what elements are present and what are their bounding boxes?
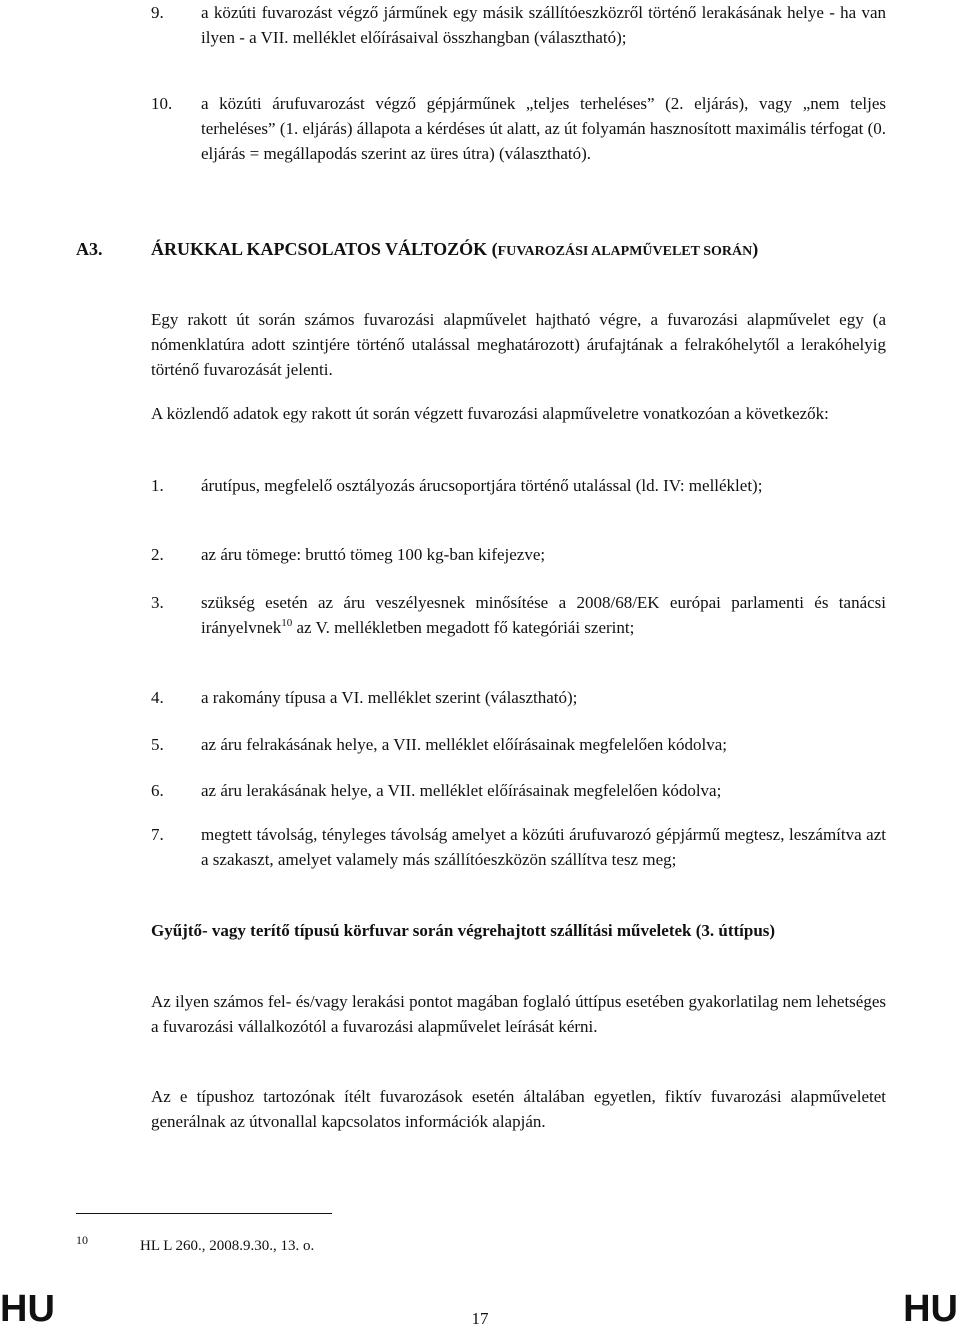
footnote-reference[interactable]: 10 [281, 617, 293, 629]
paragraph-fictive-operation: Az e típushoz tartozónak ítélt fuvarozások esetén általában egyetlen, fiktív fuvarozási alapműveletet generálnak az útvonallal kapcsolatos információk alapján. [151, 1087, 886, 1131]
section-title-close: ) [752, 239, 759, 259]
paragraph-intro: Egy rakott út során számos fuvarozási alapművelet hajtható végre, a fuvarozási alapművelet egy (a nómenklatúra adott szintjére történő utalással meghatározott) árufajtának a felrakóhelytől a lerakóhelyig történő fuvarozását jelenti. [151, 310, 886, 379]
item-number: 4. [151, 688, 164, 707]
list-item [151, 822, 886, 872]
item-text-part: szükség esetén az áru veszélyesnek minősítése a 2008/68/EK európai parlamenti és tanácsi irányelvnek [201, 593, 886, 637]
footnote-number: 10 [76, 1233, 88, 1247]
footnote [76, 1234, 776, 1259]
section-heading [76, 237, 886, 264]
section-code: A3. [76, 239, 103, 259]
item-text: a rakomány típusa a VI. melléklet szerint (választható); [201, 688, 578, 707]
item-text: megtett távolság, tényleges távolság amelyet a közúti árufuvarozó gépjármű megtesz, leszámítva azt a szakaszt, amelyet valamely más szállítóeszközön szállítva tesz meg; [201, 825, 886, 869]
item-number: 7. [151, 825, 164, 844]
paragraph-collection-trips: Az ilyen számos fel- és/vagy lerakási pontot magában foglaló úttípus esetében gyakorlatilag nem lehetséges a fuvarozási vállalkozótól a fuvarozási alapművelet leírását kérni. [151, 992, 886, 1036]
section-subtitle: FUVAROZÁSI ALAPMŰVELET SORÁN [497, 244, 753, 259]
item-text: az áru felrakásának helye, a VII. melléklet előírásainak megfelelően kódolva; [201, 735, 727, 754]
list-item [151, 778, 886, 803]
item-number: 5. [151, 735, 164, 754]
list-item [151, 732, 886, 757]
item-number: 9. [151, 3, 164, 22]
item-text: az áru tömege: bruttó tömeg 100 kg-ban kifejezve; [201, 545, 546, 564]
subheading: Gyűjtő- vagy terítő típusú körfuvar során végrehajtott szállítási műveletek (3. úttípus) [151, 921, 776, 940]
list-item [151, 590, 886, 640]
item-text [201, 590, 886, 640]
footnote-text: HL L 260., 2008.9.30., 13. o. [140, 1238, 315, 1254]
list-item [151, 473, 886, 498]
list-item [151, 542, 886, 567]
page-number: 17 [471, 1309, 489, 1328]
footer-language-right: HU [903, 1288, 958, 1330]
item-text-part: az V. mellékletben megadott fő kategóriái szerint; [292, 618, 635, 637]
paragraph-data-list-intro: A közlendő adatok egy rakott út során végzett fuvarozási alapműveletre vonatkozóan a következők: [151, 404, 829, 423]
item-text: árutípus, megfelelő osztályozás árucsoportjára történő utalással (ld. IV: melléklet); [201, 476, 763, 495]
item-number: 2. [151, 545, 164, 564]
item-number: 3. [151, 593, 164, 612]
item-text: a közúti fuvarozást végző járműnek egy másik szállítóeszközről történő lerakásának helye - ha van ilyen - a VII. melléklet előírásaival összhangban (választható); [201, 3, 886, 47]
item-text: a közúti árufuvarozást végző gépjárműnek „teljes terheléses” (2. eljárás), vagy „nem teljes terheléses” (1. eljárás) állapota a kérdéses út alatt, az út folyamán hasznosított maximális térfogat (0. eljárás = megállapodás szerint az üres útra) (választható). [201, 94, 886, 163]
list-item [151, 685, 886, 710]
item-text: az áru lerakásának helye, a VII. melléklet előírásainak megfelelően kódolva; [201, 781, 722, 800]
list-item [151, 91, 886, 166]
section-title: ÁRUKKAL KAPCSOLATOS VÁLTOZÓK ( [151, 239, 498, 259]
list-item [151, 0, 886, 50]
footnote-divider [76, 1213, 332, 1214]
footer-language-left: HU [0, 1288, 55, 1330]
item-number: 10. [151, 94, 173, 113]
item-number: 1. [151, 476, 164, 495]
item-number: 6. [151, 781, 164, 800]
